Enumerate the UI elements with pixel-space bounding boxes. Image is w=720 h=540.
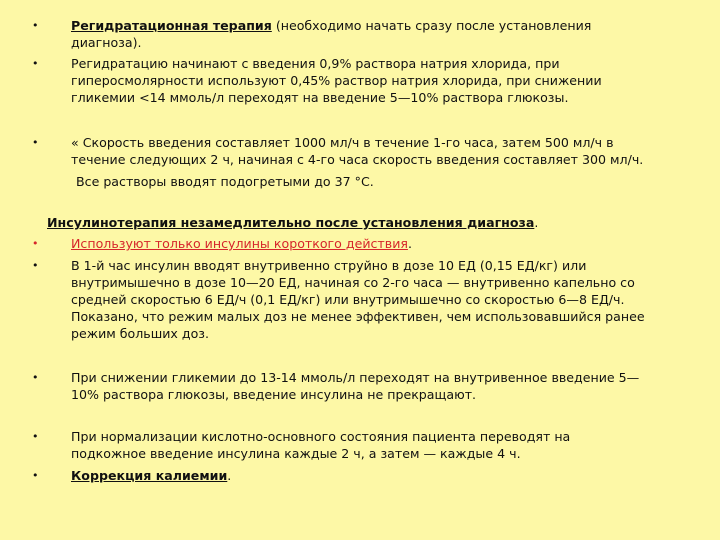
- bullet: •: [32, 57, 39, 70]
- text-line: средней скоростью 6 ЕД/ч (0,1 ЕД/кг) или внутримышечно со скоростью 6—8 ЕД/ч.: [71, 292, 625, 307]
- bullet: •: [32, 371, 39, 384]
- text-line: При снижении гликемии до 13-14 ммоль/л переходят на внутривенное введение 5—: [71, 370, 640, 385]
- insulin-heading-text: Инсулинотерапия незамедлительно после установления диагноза: [47, 215, 535, 230]
- text-line: гиперосмолярности используют 0,45% раствор натрия хлорида, при снижении: [71, 73, 602, 88]
- glucose-transition-paragraph: [71, 369, 703, 403]
- short-acting-paragraph: [71, 235, 703, 252]
- text-line: Показано, что режим малых доз не менее эффективен, чем использовавшийся ранее: [71, 309, 645, 324]
- text-line: гликемии <14 ммоль/л переходят на введение 5—10% раствора глюкозы.: [71, 90, 569, 105]
- bullet: •: [32, 237, 39, 250]
- insulin-heading: [47, 214, 538, 231]
- bullet: •: [32, 469, 39, 482]
- text-line: 10% раствора глюкозы, введение инсулина не прекращают.: [71, 387, 477, 402]
- text-line: течение следующих 2 ч, начиная с 4-го часа скорость введения составляет 300 мл/ч.: [71, 152, 644, 167]
- potassium-suffix: .: [227, 468, 232, 483]
- infusion-rate-paragraph: [71, 134, 703, 168]
- text-line: « Скорость введения составляет 1000 мл/ч в течение 1-го часа, затем 500 мл/ч в: [71, 135, 614, 150]
- rehydration-title: Регидратационная терапия: [71, 18, 272, 33]
- text-line: При нормализации кислотно-основного состояния пациента переводят на: [71, 429, 571, 444]
- normalization-paragraph: [71, 428, 703, 462]
- potassium-text: Коррекция калиемии: [71, 468, 228, 483]
- rehydration-solutions-paragraph: [71, 55, 703, 106]
- text-line: внутримышечно в дозе 10—20 ЕД, начиная со 2-го часа — внутривенно капельно со: [71, 275, 635, 290]
- text-line: режим больших доз.: [71, 326, 209, 341]
- rehydration-paragraph: [71, 17, 703, 51]
- bullet: •: [32, 136, 39, 149]
- text-line: Регидратацию начинают с введения 0,9% раствора натрия хлорида, при: [71, 56, 560, 71]
- potassium-paragraph: [71, 467, 703, 484]
- bullet: •: [32, 430, 39, 443]
- rehydration-line-2: диагноза).: [71, 35, 142, 50]
- text-line: В 1-й час инсулин вводят внутривенно струйно в дозе 10 ЕД (0,15 ЕД/кг) или: [71, 258, 587, 273]
- bullet: •: [32, 259, 39, 272]
- insulin-heading-suffix: .: [534, 215, 539, 230]
- rehydration-title-suffix: (необходимо начать сразу после установления: [271, 18, 592, 33]
- short-acting-text: Используют только инсулины короткого действия: [71, 236, 408, 251]
- short-acting-suffix: .: [407, 236, 412, 251]
- warm-solutions-note: Все растворы вводят подогретыми до 37 °С.: [76, 174, 374, 189]
- text-line: подкожное введение инсулина каждые 2 ч, а затем — каждые 4 ч.: [71, 446, 521, 461]
- insulin-dose-paragraph: [71, 257, 703, 342]
- bullet: •: [32, 19, 39, 32]
